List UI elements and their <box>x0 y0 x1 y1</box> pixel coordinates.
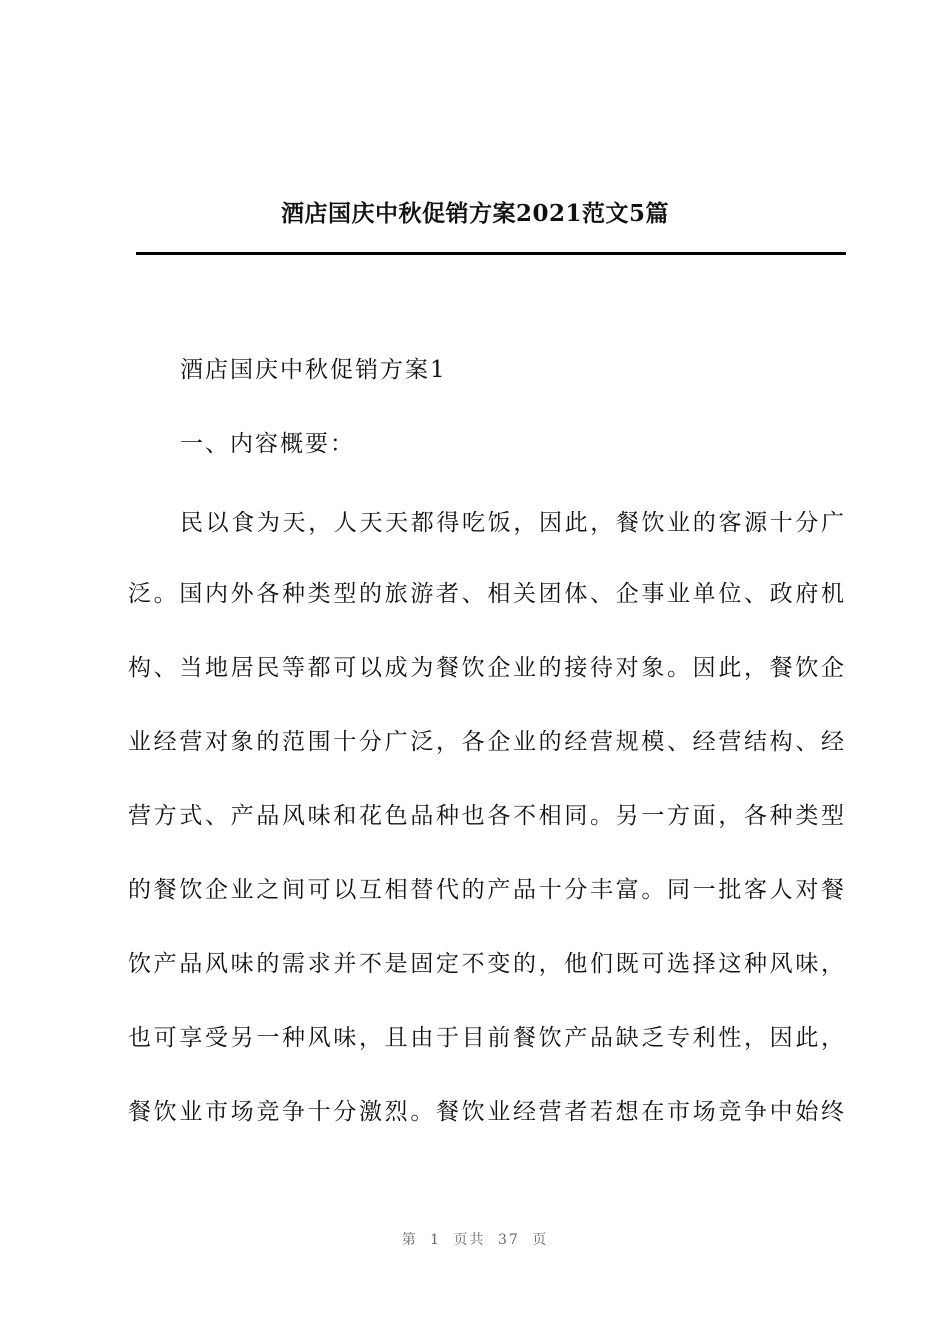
paragraph-line: 业经营对象的范围十分广泛，各企业的经营规模、经营结构、经 <box>128 729 844 755</box>
paragraph-line: 饮产品风味的需求并不是固定不变的，他们既可选择这种风味， <box>128 951 844 977</box>
subheading-summary: 一、内容概要： <box>180 431 355 457</box>
title-underline <box>136 252 846 255</box>
paragraph-line: 也可享受另一种风味，且由于目前餐饮产品缺乏专利性，因此， <box>128 1025 844 1051</box>
paragraph-line: 餐饮业市场竞争十分激烈。餐饮业经营者若想在市场竞争中始终 <box>128 1099 844 1125</box>
paragraph-line: 民以食为天，人天天都得吃饭，因此，餐饮业的客源十分广 <box>180 510 844 536</box>
paragraph-line: 泛。国内外各种类型的旅游者、相关团体、企事业单位、政府机 <box>128 581 844 607</box>
paragraph-line: 的餐饮企业之间可以互相替代的产品十分丰富。同一批客人对餐 <box>128 877 844 903</box>
paragraph-line: 营方式、产品风味和花色品种也各不相同。另一方面，各种类型 <box>128 803 844 829</box>
paragraph-line: 构、当地居民等都可以成为餐饮企业的接待对象。因此，餐饮企 <box>128 655 844 681</box>
page-number-footer: 第 1 页共 37 页 <box>401 1232 549 1248</box>
document-title: 酒店国庆中秋促销方案2021范文5篇 <box>280 200 670 227</box>
section-heading: 酒店国庆中秋促销方案1 <box>180 357 447 383</box>
